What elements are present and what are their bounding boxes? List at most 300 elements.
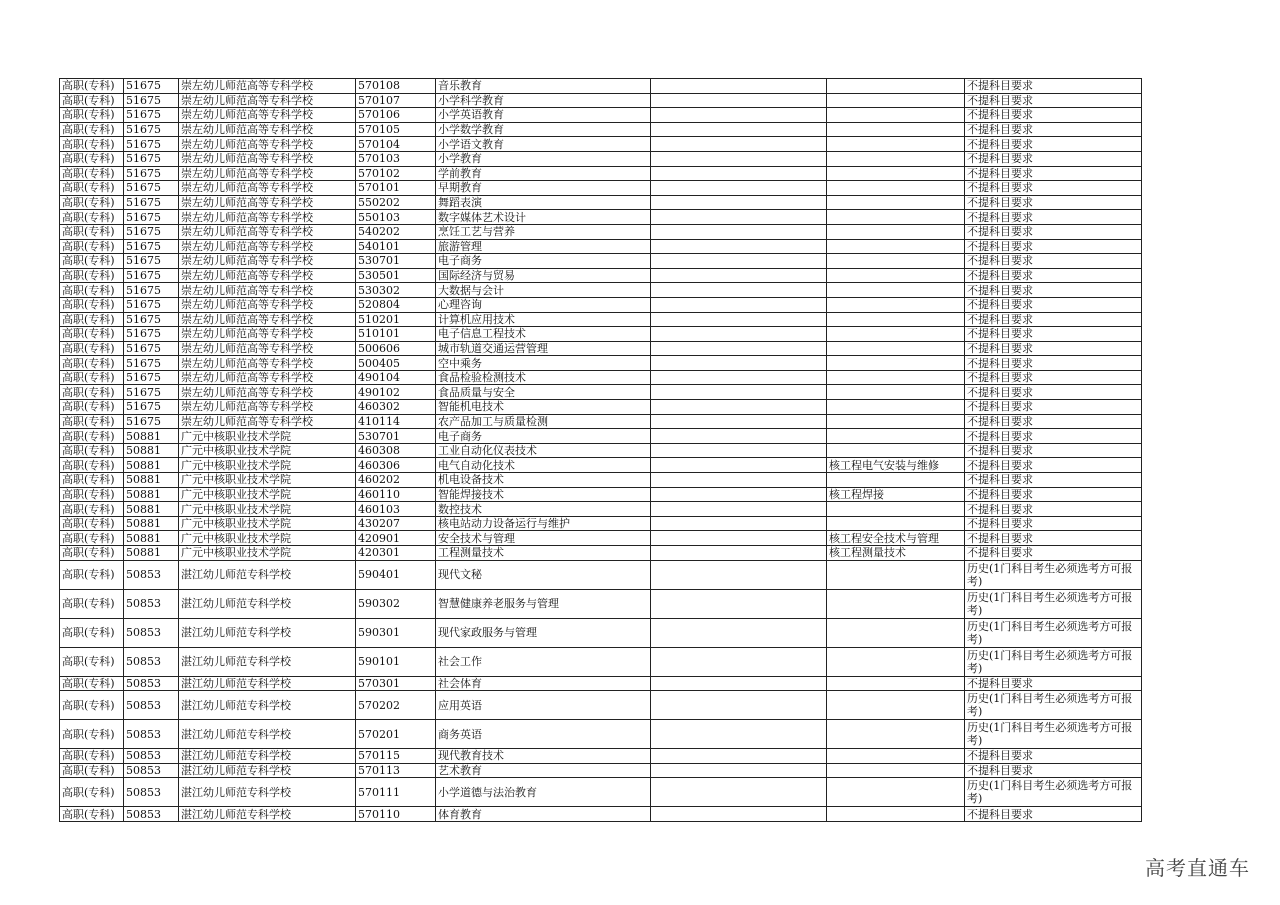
blank-cell bbox=[651, 763, 827, 778]
school-code-cell: 50853 bbox=[124, 807, 179, 822]
level-cell: 高职(专科) bbox=[60, 312, 124, 327]
subject-requirement-cell: 历史(1门科目考生必须选考方可报考) bbox=[965, 720, 1142, 749]
table-row bbox=[60, 385, 1142, 400]
subject-requirement-cell: 不提科目要求 bbox=[965, 327, 1142, 342]
table-row bbox=[60, 502, 1142, 517]
major-name-cell: 小学教育 bbox=[436, 151, 651, 166]
school-code-cell: 50853 bbox=[124, 676, 179, 691]
major-code-cell: 570113 bbox=[356, 763, 436, 778]
table-row bbox=[60, 487, 1142, 502]
level-cell: 高职(专科) bbox=[60, 93, 124, 108]
level-cell: 高职(专科) bbox=[60, 589, 124, 618]
major-code-cell: 460308 bbox=[356, 443, 436, 458]
major-code-cell: 590101 bbox=[356, 647, 436, 676]
table-row bbox=[60, 443, 1142, 458]
level-cell: 高职(专科) bbox=[60, 546, 124, 561]
subject-requirement-cell: 不提科目要求 bbox=[965, 181, 1142, 196]
table-row bbox=[60, 239, 1142, 254]
level-cell: 高职(专科) bbox=[60, 122, 124, 137]
school-code-cell: 51675 bbox=[124, 224, 179, 239]
school-code-cell: 51675 bbox=[124, 254, 179, 269]
direction-cell bbox=[827, 312, 965, 327]
blank-cell bbox=[651, 239, 827, 254]
school-name-cell: 湛江幼儿师范专科学校 bbox=[179, 691, 356, 720]
major-code-cell: 530501 bbox=[356, 268, 436, 283]
level-cell: 高职(专科) bbox=[60, 239, 124, 254]
school-code-cell: 51675 bbox=[124, 151, 179, 166]
subject-requirement-cell: 不提科目要求 bbox=[965, 531, 1142, 546]
direction-cell bbox=[827, 749, 965, 764]
table-row bbox=[60, 312, 1142, 327]
school-name-cell: 崇左幼儿师范高等专科学校 bbox=[179, 254, 356, 269]
school-name-cell: 广元中核职业技术学院 bbox=[179, 429, 356, 444]
major-code-cell: 420301 bbox=[356, 546, 436, 561]
level-cell: 高职(专科) bbox=[60, 807, 124, 822]
major-code-cell: 500405 bbox=[356, 356, 436, 371]
school-code-cell: 50853 bbox=[124, 691, 179, 720]
subject-requirement-cell: 不提科目要求 bbox=[965, 239, 1142, 254]
table-row bbox=[60, 137, 1142, 152]
school-name-cell: 崇左幼儿师范高等专科学校 bbox=[179, 414, 356, 429]
school-code-cell: 51675 bbox=[124, 137, 179, 152]
school-code-cell: 51675 bbox=[124, 400, 179, 415]
direction-cell bbox=[827, 108, 965, 123]
major-code-cell: 570110 bbox=[356, 807, 436, 822]
level-cell: 高职(专科) bbox=[60, 341, 124, 356]
subject-requirement-cell: 不提科目要求 bbox=[965, 749, 1142, 764]
major-code-cell: 540202 bbox=[356, 224, 436, 239]
blank-cell bbox=[651, 749, 827, 764]
blank-cell bbox=[651, 429, 827, 444]
subject-requirement-cell: 不提科目要求 bbox=[965, 458, 1142, 473]
major-name-cell: 空中乘务 bbox=[436, 356, 651, 371]
major-name-cell: 体育教育 bbox=[436, 807, 651, 822]
school-name-cell: 广元中核职业技术学院 bbox=[179, 487, 356, 502]
school-code-cell: 50853 bbox=[124, 560, 179, 589]
major-name-cell: 社会体育 bbox=[436, 676, 651, 691]
school-code-cell: 51675 bbox=[124, 283, 179, 298]
major-name-cell: 电子商务 bbox=[436, 429, 651, 444]
table-body bbox=[60, 79, 1142, 822]
subject-requirement-cell: 历史(1门科目考生必须选考方可报考) bbox=[965, 589, 1142, 618]
subject-requirement-cell: 不提科目要求 bbox=[965, 108, 1142, 123]
major-name-cell: 数字媒体艺术设计 bbox=[436, 210, 651, 225]
school-code-cell: 50853 bbox=[124, 589, 179, 618]
direction-cell bbox=[827, 93, 965, 108]
major-code-cell: 570108 bbox=[356, 79, 436, 94]
blank-cell bbox=[651, 341, 827, 356]
direction-cell bbox=[827, 691, 965, 720]
subject-requirement-cell: 不提科目要求 bbox=[965, 166, 1142, 181]
major-code-cell: 570201 bbox=[356, 720, 436, 749]
direction-cell bbox=[827, 181, 965, 196]
blank-cell bbox=[651, 720, 827, 749]
school-code-cell: 51675 bbox=[124, 79, 179, 94]
table-row bbox=[60, 676, 1142, 691]
major-code-cell: 570115 bbox=[356, 749, 436, 764]
school-name-cell: 崇左幼儿师范高等专科学校 bbox=[179, 151, 356, 166]
major-name-cell: 早期教育 bbox=[436, 181, 651, 196]
table-row bbox=[60, 166, 1142, 181]
major-code-cell: 420901 bbox=[356, 531, 436, 546]
level-cell: 高职(专科) bbox=[60, 414, 124, 429]
major-name-cell: 安全技术与管理 bbox=[436, 531, 651, 546]
table-row bbox=[60, 224, 1142, 239]
school-name-cell: 湛江幼儿师范专科学校 bbox=[179, 676, 356, 691]
school-code-cell: 50881 bbox=[124, 502, 179, 517]
major-name-cell: 智慧健康养老服务与管理 bbox=[436, 589, 651, 618]
major-code-cell: 570102 bbox=[356, 166, 436, 181]
table-row bbox=[60, 778, 1142, 807]
subject-requirement-cell: 不提科目要求 bbox=[965, 502, 1142, 517]
subject-requirement-cell: 历史(1门科目考生必须选考方可报考) bbox=[965, 778, 1142, 807]
level-cell: 高职(专科) bbox=[60, 400, 124, 415]
school-name-cell: 崇左幼儿师范高等专科学校 bbox=[179, 341, 356, 356]
major-name-cell: 机电设备技术 bbox=[436, 473, 651, 488]
blank-cell bbox=[651, 443, 827, 458]
level-cell: 高职(专科) bbox=[60, 778, 124, 807]
subject-requirement-cell: 不提科目要求 bbox=[965, 312, 1142, 327]
school-name-cell: 湛江幼儿师范专科学校 bbox=[179, 807, 356, 822]
subject-requirement-cell: 不提科目要求 bbox=[965, 546, 1142, 561]
school-code-cell: 51675 bbox=[124, 166, 179, 181]
major-name-cell: 智能焊接技术 bbox=[436, 487, 651, 502]
subject-requirement-cell: 历史(1门科目考生必须选考方可报考) bbox=[965, 560, 1142, 589]
table-row bbox=[60, 763, 1142, 778]
school-name-cell: 崇左幼儿师范高等专科学校 bbox=[179, 210, 356, 225]
table-row bbox=[60, 400, 1142, 415]
school-name-cell: 崇左幼儿师范高等专科学校 bbox=[179, 312, 356, 327]
subject-requirement-cell: 不提科目要求 bbox=[965, 385, 1142, 400]
direction-cell bbox=[827, 618, 965, 647]
school-name-cell: 崇左幼儿师范高等专科学校 bbox=[179, 79, 356, 94]
table-row bbox=[60, 429, 1142, 444]
level-cell: 高职(专科) bbox=[60, 676, 124, 691]
blank-cell bbox=[651, 93, 827, 108]
direction-cell bbox=[827, 516, 965, 531]
table-row bbox=[60, 807, 1142, 822]
subject-requirement-cell: 历史(1门科目考生必须选考方可报考) bbox=[965, 691, 1142, 720]
school-code-cell: 51675 bbox=[124, 181, 179, 196]
major-code-cell: 500606 bbox=[356, 341, 436, 356]
major-name-cell: 小学道德与法治教育 bbox=[436, 778, 651, 807]
level-cell: 高职(专科) bbox=[60, 151, 124, 166]
major-name-cell: 现代教育技术 bbox=[436, 749, 651, 764]
subject-requirement-cell: 不提科目要求 bbox=[965, 487, 1142, 502]
blank-cell bbox=[651, 647, 827, 676]
subject-requirement-cell: 不提科目要求 bbox=[965, 676, 1142, 691]
major-code-cell: 510201 bbox=[356, 312, 436, 327]
direction-cell bbox=[827, 79, 965, 94]
level-cell: 高职(专科) bbox=[60, 108, 124, 123]
table-row bbox=[60, 195, 1142, 210]
subject-requirement-cell: 不提科目要求 bbox=[965, 79, 1142, 94]
direction-cell bbox=[827, 560, 965, 589]
level-cell: 高职(专科) bbox=[60, 254, 124, 269]
school-name-cell: 湛江幼儿师范专科学校 bbox=[179, 618, 356, 647]
table-row bbox=[60, 356, 1142, 371]
blank-cell bbox=[651, 122, 827, 137]
school-name-cell: 广元中核职业技术学院 bbox=[179, 531, 356, 546]
blank-cell bbox=[651, 807, 827, 822]
school-name-cell: 崇左幼儿师范高等专科学校 bbox=[179, 283, 356, 298]
level-cell: 高职(专科) bbox=[60, 487, 124, 502]
level-cell: 高职(专科) bbox=[60, 749, 124, 764]
major-name-cell: 学前教育 bbox=[436, 166, 651, 181]
blank-cell bbox=[651, 560, 827, 589]
level-cell: 高职(专科) bbox=[60, 531, 124, 546]
major-name-cell: 现代家政服务与管理 bbox=[436, 618, 651, 647]
direction-cell bbox=[827, 589, 965, 618]
major-name-cell: 电子信息工程技术 bbox=[436, 327, 651, 342]
table-row bbox=[60, 151, 1142, 166]
blank-cell bbox=[651, 676, 827, 691]
school-code-cell: 51675 bbox=[124, 195, 179, 210]
direction-cell bbox=[827, 297, 965, 312]
direction-cell bbox=[827, 283, 965, 298]
table-row bbox=[60, 93, 1142, 108]
major-name-cell: 城市轨道交通运营管理 bbox=[436, 341, 651, 356]
direction-cell bbox=[827, 166, 965, 181]
school-name-cell: 崇左幼儿师范高等专科学校 bbox=[179, 297, 356, 312]
school-name-cell: 崇左幼儿师范高等专科学校 bbox=[179, 137, 356, 152]
subject-requirement-cell: 不提科目要求 bbox=[965, 429, 1142, 444]
level-cell: 高职(专科) bbox=[60, 181, 124, 196]
school-code-cell: 51675 bbox=[124, 385, 179, 400]
subject-requirement-cell: 不提科目要求 bbox=[965, 414, 1142, 429]
major-code-cell: 550103 bbox=[356, 210, 436, 225]
school-code-cell: 50853 bbox=[124, 720, 179, 749]
blank-cell bbox=[651, 502, 827, 517]
direction-cell bbox=[827, 676, 965, 691]
school-code-cell: 50853 bbox=[124, 749, 179, 764]
direction-cell bbox=[827, 239, 965, 254]
subject-requirement-cell: 不提科目要求 bbox=[965, 341, 1142, 356]
subject-requirement-cell: 不提科目要求 bbox=[965, 151, 1142, 166]
table-row bbox=[60, 268, 1142, 283]
major-code-cell: 540101 bbox=[356, 239, 436, 254]
major-name-cell: 小学科学教育 bbox=[436, 93, 651, 108]
direction-cell bbox=[827, 414, 965, 429]
school-name-cell: 广元中核职业技术学院 bbox=[179, 473, 356, 488]
subject-requirement-table bbox=[59, 78, 1142, 822]
major-name-cell: 应用英语 bbox=[436, 691, 651, 720]
school-name-cell: 崇左幼儿师范高等专科学校 bbox=[179, 224, 356, 239]
major-name-cell: 工程测量技术 bbox=[436, 546, 651, 561]
school-name-cell: 湛江幼儿师范专科学校 bbox=[179, 647, 356, 676]
blank-cell bbox=[651, 531, 827, 546]
school-name-cell: 崇左幼儿师范高等专科学校 bbox=[179, 268, 356, 283]
direction-cell bbox=[827, 254, 965, 269]
school-code-cell: 50881 bbox=[124, 429, 179, 444]
direction-cell bbox=[827, 210, 965, 225]
blank-cell bbox=[651, 487, 827, 502]
school-code-cell: 50881 bbox=[124, 443, 179, 458]
major-code-cell: 460302 bbox=[356, 400, 436, 415]
major-code-cell: 570104 bbox=[356, 137, 436, 152]
direction-cell bbox=[827, 385, 965, 400]
direction-cell: 核工程测量技术 bbox=[827, 546, 965, 561]
direction-cell bbox=[827, 122, 965, 137]
major-code-cell: 570106 bbox=[356, 108, 436, 123]
subject-requirement-cell: 不提科目要求 bbox=[965, 137, 1142, 152]
school-name-cell: 崇左幼儿师范高等专科学校 bbox=[179, 370, 356, 385]
school-name-cell: 湛江幼儿师范专科学校 bbox=[179, 749, 356, 764]
school-code-cell: 51675 bbox=[124, 108, 179, 123]
major-code-cell: 570202 bbox=[356, 691, 436, 720]
direction-cell bbox=[827, 341, 965, 356]
major-code-cell: 520804 bbox=[356, 297, 436, 312]
school-name-cell: 湛江幼儿师范专科学校 bbox=[179, 720, 356, 749]
major-code-cell: 570101 bbox=[356, 181, 436, 196]
level-cell: 高职(专科) bbox=[60, 195, 124, 210]
school-code-cell: 50853 bbox=[124, 618, 179, 647]
school-name-cell: 崇左幼儿师范高等专科学校 bbox=[179, 400, 356, 415]
watermark-logo-text: 高考直通车 bbox=[1145, 856, 1250, 880]
major-code-cell: 590401 bbox=[356, 560, 436, 589]
direction-cell bbox=[827, 429, 965, 444]
direction-cell bbox=[827, 327, 965, 342]
table-row bbox=[60, 181, 1142, 196]
subject-requirement-cell: 不提科目要求 bbox=[965, 356, 1142, 371]
blank-cell bbox=[651, 516, 827, 531]
major-code-cell: 460202 bbox=[356, 473, 436, 488]
school-code-cell: 51675 bbox=[124, 268, 179, 283]
school-code-cell: 51675 bbox=[124, 356, 179, 371]
school-code-cell: 51675 bbox=[124, 239, 179, 254]
direction-cell bbox=[827, 763, 965, 778]
table-row bbox=[60, 691, 1142, 720]
major-name-cell: 旅游管理 bbox=[436, 239, 651, 254]
table-row bbox=[60, 254, 1142, 269]
school-code-cell: 50881 bbox=[124, 458, 179, 473]
blank-cell bbox=[651, 79, 827, 94]
subject-requirement-cell: 不提科目要求 bbox=[965, 297, 1142, 312]
school-code-cell: 50853 bbox=[124, 778, 179, 807]
major-code-cell: 530302 bbox=[356, 283, 436, 298]
blank-cell bbox=[651, 312, 827, 327]
level-cell: 高职(专科) bbox=[60, 166, 124, 181]
major-name-cell: 数控技术 bbox=[436, 502, 651, 517]
school-name-cell: 广元中核职业技术学院 bbox=[179, 458, 356, 473]
school-name-cell: 崇左幼儿师范高等专科学校 bbox=[179, 122, 356, 137]
major-name-cell: 电气自动化技术 bbox=[436, 458, 651, 473]
subject-requirement-cell: 不提科目要求 bbox=[965, 807, 1142, 822]
blank-cell bbox=[651, 224, 827, 239]
school-code-cell: 51675 bbox=[124, 414, 179, 429]
level-cell: 高职(专科) bbox=[60, 502, 124, 517]
major-code-cell: 510101 bbox=[356, 327, 436, 342]
table-row bbox=[60, 341, 1142, 356]
table-row bbox=[60, 297, 1142, 312]
level-cell: 高职(专科) bbox=[60, 137, 124, 152]
major-name-cell: 计算机应用技术 bbox=[436, 312, 651, 327]
table-row bbox=[60, 589, 1142, 618]
direction-cell bbox=[827, 647, 965, 676]
subject-requirement-cell: 不提科目要求 bbox=[965, 122, 1142, 137]
blank-cell bbox=[651, 356, 827, 371]
blank-cell bbox=[651, 137, 827, 152]
major-name-cell: 舞蹈表演 bbox=[436, 195, 651, 210]
major-code-cell: 530701 bbox=[356, 429, 436, 444]
major-name-cell: 社会工作 bbox=[436, 647, 651, 676]
major-name-cell: 食品质量与安全 bbox=[436, 385, 651, 400]
major-code-cell: 430207 bbox=[356, 516, 436, 531]
major-name-cell: 工业自动化仪表技术 bbox=[436, 443, 651, 458]
direction-cell bbox=[827, 473, 965, 488]
blank-cell bbox=[651, 691, 827, 720]
table-row bbox=[60, 458, 1142, 473]
level-cell: 高职(专科) bbox=[60, 720, 124, 749]
subject-requirement-cell: 历史(1门科目考生必须选考方可报考) bbox=[965, 647, 1142, 676]
subject-requirement-cell: 不提科目要求 bbox=[965, 195, 1142, 210]
table-row bbox=[60, 370, 1142, 385]
direction-cell bbox=[827, 370, 965, 385]
direction-cell bbox=[827, 720, 965, 749]
direction-cell bbox=[827, 807, 965, 822]
major-name-cell: 国际经济与贸易 bbox=[436, 268, 651, 283]
major-code-cell: 570111 bbox=[356, 778, 436, 807]
major-name-cell: 艺术教育 bbox=[436, 763, 651, 778]
school-name-cell: 崇左幼儿师范高等专科学校 bbox=[179, 239, 356, 254]
direction-cell bbox=[827, 778, 965, 807]
school-code-cell: 51675 bbox=[124, 312, 179, 327]
school-code-cell: 51675 bbox=[124, 370, 179, 385]
blank-cell bbox=[651, 589, 827, 618]
table-row bbox=[60, 108, 1142, 123]
blank-cell bbox=[651, 166, 827, 181]
school-code-cell: 50881 bbox=[124, 546, 179, 561]
blank-cell bbox=[651, 283, 827, 298]
major-name-cell: 小学数学教育 bbox=[436, 122, 651, 137]
direction-cell: 核工程安全技术与管理 bbox=[827, 531, 965, 546]
subject-requirement-cell: 不提科目要求 bbox=[965, 400, 1142, 415]
level-cell: 高职(专科) bbox=[60, 79, 124, 94]
level-cell: 高职(专科) bbox=[60, 385, 124, 400]
subject-requirement-cell: 不提科目要求 bbox=[965, 254, 1142, 269]
level-cell: 高职(专科) bbox=[60, 224, 124, 239]
major-code-cell: 570301 bbox=[356, 676, 436, 691]
subject-requirement-cell: 不提科目要求 bbox=[965, 443, 1142, 458]
level-cell: 高职(专科) bbox=[60, 691, 124, 720]
blank-cell bbox=[651, 254, 827, 269]
major-code-cell: 590301 bbox=[356, 618, 436, 647]
table-row bbox=[60, 414, 1142, 429]
school-code-cell: 51675 bbox=[124, 93, 179, 108]
major-name-cell: 心理咨询 bbox=[436, 297, 651, 312]
major-code-cell: 490104 bbox=[356, 370, 436, 385]
subject-requirement-cell: 不提科目要求 bbox=[965, 473, 1142, 488]
level-cell: 高职(专科) bbox=[60, 458, 124, 473]
blank-cell bbox=[651, 195, 827, 210]
subject-requirement-cell: 不提科目要求 bbox=[965, 763, 1142, 778]
major-name-cell: 智能机电技术 bbox=[436, 400, 651, 415]
school-code-cell: 51675 bbox=[124, 297, 179, 312]
school-name-cell: 崇左幼儿师范高等专科学校 bbox=[179, 327, 356, 342]
blank-cell bbox=[651, 108, 827, 123]
school-name-cell: 崇左幼儿师范高等专科学校 bbox=[179, 166, 356, 181]
level-cell: 高职(专科) bbox=[60, 268, 124, 283]
subject-requirement-cell: 不提科目要求 bbox=[965, 210, 1142, 225]
table-row bbox=[60, 720, 1142, 749]
direction-cell: 核工程焊接 bbox=[827, 487, 965, 502]
table-row bbox=[60, 647, 1142, 676]
school-code-cell: 50881 bbox=[124, 516, 179, 531]
major-name-cell: 小学英语教育 bbox=[436, 108, 651, 123]
major-name-cell: 烹饪工艺与营养 bbox=[436, 224, 651, 239]
school-name-cell: 湛江幼儿师范专科学校 bbox=[179, 763, 356, 778]
school-name-cell: 崇左幼儿师范高等专科学校 bbox=[179, 385, 356, 400]
